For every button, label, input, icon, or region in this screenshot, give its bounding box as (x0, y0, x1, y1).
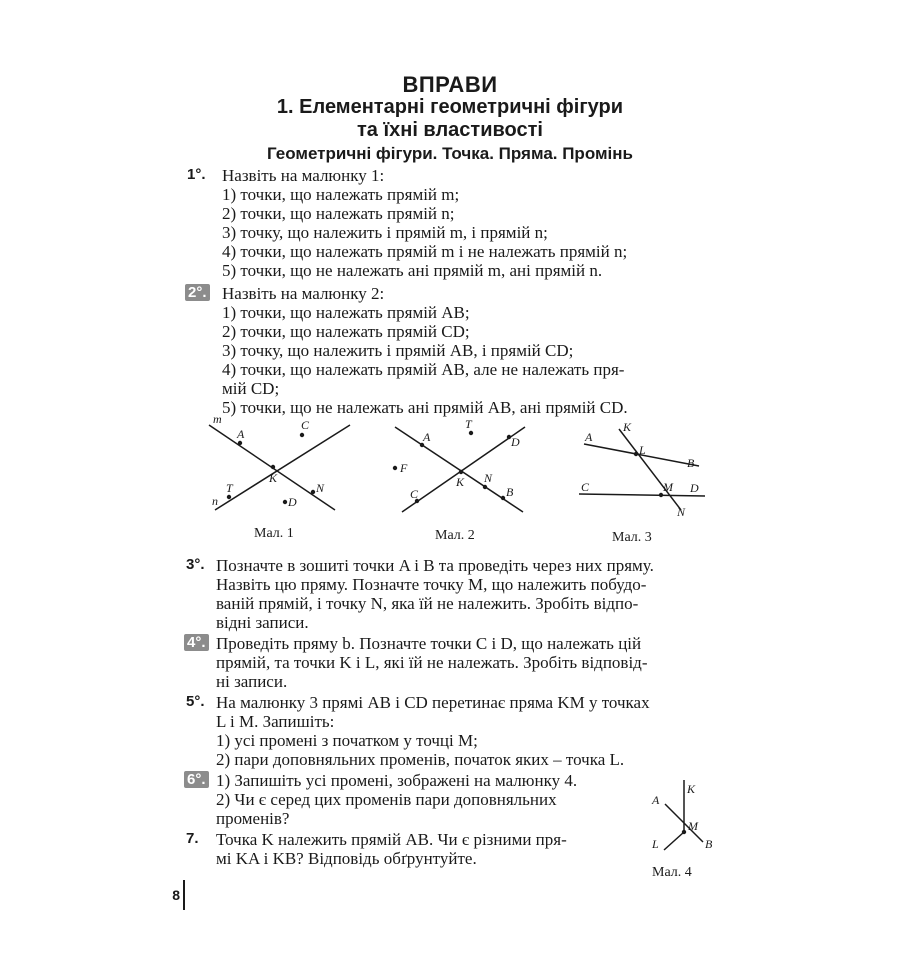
exercise-6-number: 6°. (184, 771, 209, 788)
label-A: A (652, 793, 660, 807)
exercise-line: прямій, та точки K і L, які їй не належать. Зробіть відповід- (216, 653, 648, 672)
exercise-line: 4) точки, що належать прямій AB, але не належать пря- (222, 360, 625, 379)
label-N: N (484, 471, 493, 485)
label-F: F (400, 461, 408, 475)
exercise-line: 2) точки, що належать прямій CD; (222, 322, 470, 341)
label-T: T (465, 417, 472, 431)
exercise-line: 2) пари доповняльних променів, початок яких – точка L. (216, 750, 625, 769)
exercise-line: 2) Чи є серед цих променів пари доповняльних (216, 790, 557, 809)
exercise-line: мі KA і KB? Відповідь обґрунтуйте. (216, 849, 477, 868)
exercise-line: відні записи. (216, 613, 309, 632)
exercise-7-number: 7. (186, 830, 199, 847)
point-L (634, 452, 638, 456)
label-D: D (511, 435, 520, 449)
point-A (238, 441, 242, 445)
exercise-line: 1) Запишіть усі промені, зображені на малюнку 4. (216, 771, 578, 790)
label-A: A (423, 430, 431, 444)
figure-1-caption: Мал. 1 (254, 526, 294, 541)
exercise-line: 5) точки, що не належать ані прямій AB, ані прямій CD. (222, 398, 628, 417)
label-A: A (585, 430, 593, 444)
figure-3 (579, 420, 705, 519)
exercise-line: 1) точки, що належать прямій AB; (222, 303, 470, 322)
label-K: K (623, 420, 632, 434)
exercise-line: Позначте в зошиті точки A і B та проведіть через них пряму. (216, 556, 654, 575)
exercise-line: мій CD; (222, 379, 280, 398)
label-L: L (652, 837, 659, 851)
label-A: A (237, 427, 245, 441)
exercise-1-number: 1°. (187, 166, 206, 183)
exercise-line: Точка K належить прямій AB. Чи є різними пря- (216, 830, 567, 849)
exercise-line: ваній прямій, і точку N, яка їй не належить. Зробіть відпо- (216, 594, 639, 613)
figure-2 (393, 417, 525, 512)
point-T (469, 431, 473, 435)
section-title-line2: та їхні властивості (357, 119, 543, 141)
line-KN (619, 429, 681, 510)
label-L: L (639, 443, 646, 457)
label-m: m (213, 412, 222, 426)
section-title-line1: 1. Елементарні геометричні фігури (276, 96, 624, 118)
label-M: M (688, 819, 698, 833)
label-K: K (456, 475, 465, 489)
exercise-line: L і M. Запишіть: (216, 712, 335, 731)
point-M (682, 830, 686, 834)
exercise-line: 3) точку, що належить і прямій AB, і прямій CD; (222, 341, 574, 360)
label-n: n (212, 494, 218, 508)
exercise-3-number: 3°. (186, 556, 205, 573)
exercise-2-text (222, 284, 628, 417)
exercise-3-text (216, 556, 654, 632)
exercise-line: Назвіть на малюнку 1: (222, 166, 385, 185)
point-F (393, 466, 397, 470)
line-CD (402, 427, 525, 512)
exercise-7-text (216, 830, 567, 868)
figure-4 (635, 770, 725, 860)
exercise-5-number: 5°. (186, 693, 205, 710)
exercise-line: 2) точки, що належать прямій n; (222, 204, 455, 223)
line-CD (579, 494, 705, 496)
label-K: K (687, 782, 696, 796)
point-C (300, 433, 304, 437)
exercise-line: променів? (216, 809, 290, 828)
exercise-line: 5) точки, що не належать ані прямій m, ані прямій n. (222, 261, 603, 280)
label-B: B (687, 456, 695, 470)
label-N: N (316, 481, 325, 495)
point-B (501, 496, 505, 500)
figure-2-caption: Мал. 2 (435, 528, 475, 543)
label-C: C (410, 487, 419, 501)
point-K (459, 470, 463, 474)
label-M: M (663, 480, 673, 494)
page-number: 8 (166, 880, 185, 910)
point-K (271, 465, 275, 469)
point-N (311, 490, 315, 494)
section-title (0, 96, 900, 142)
exercise-line: Назвіть цю пряму. Позначте точку M, що належить побудо- (216, 575, 647, 594)
exercise-line: На малюнку 3 прямі AB і CD перетинає пряма KM у точках (216, 693, 650, 712)
exercise-line: 1) усі промені з початком у точці M; (216, 731, 478, 750)
label-C: C (581, 480, 590, 494)
exercise-1-text (222, 166, 627, 280)
exercise-line: 4) точки, що належать прямій m і не належать прямій n; (222, 242, 628, 261)
figure-3-caption: Мал. 3 (612, 530, 652, 545)
line-n (215, 425, 350, 510)
exercise-5-text (216, 693, 650, 769)
exercise-line: Назвіть на малюнку 2: (222, 284, 385, 303)
label-B: B (506, 485, 514, 499)
label-C: C (301, 418, 310, 432)
exercise-4-number: 4°. (184, 634, 209, 651)
figure-4-caption: Мал. 4 (652, 865, 692, 880)
exercise-line: 1) точки, що належать прямій m; (222, 185, 460, 204)
label-T: T (226, 481, 233, 495)
label-K: K (269, 471, 278, 485)
ray-ML (664, 832, 684, 850)
exercise-line: 3) точку, що належить і прямій m, і прямій n; (222, 223, 548, 242)
point-N (483, 485, 487, 489)
label-N: N (677, 505, 686, 519)
exercise-2-number: 2°. (185, 284, 210, 301)
figure-1 (209, 412, 350, 510)
page-title: ВПРАВИ (402, 72, 498, 97)
point-D (283, 500, 287, 504)
exercise-line: ні записи. (216, 672, 288, 691)
label-B: B (705, 837, 713, 851)
exercise-line: Проведіть пряму b. Позначте точки C і D, що належать цій (216, 634, 642, 653)
point-T (227, 495, 231, 499)
label-D: D (288, 495, 297, 509)
label-D: D (690, 481, 699, 495)
exercise-6-text (216, 771, 577, 828)
exercise-4-text (216, 634, 647, 691)
subsection-title: Геометричні фігури. Точка. Пряма. Промінь (266, 144, 633, 163)
